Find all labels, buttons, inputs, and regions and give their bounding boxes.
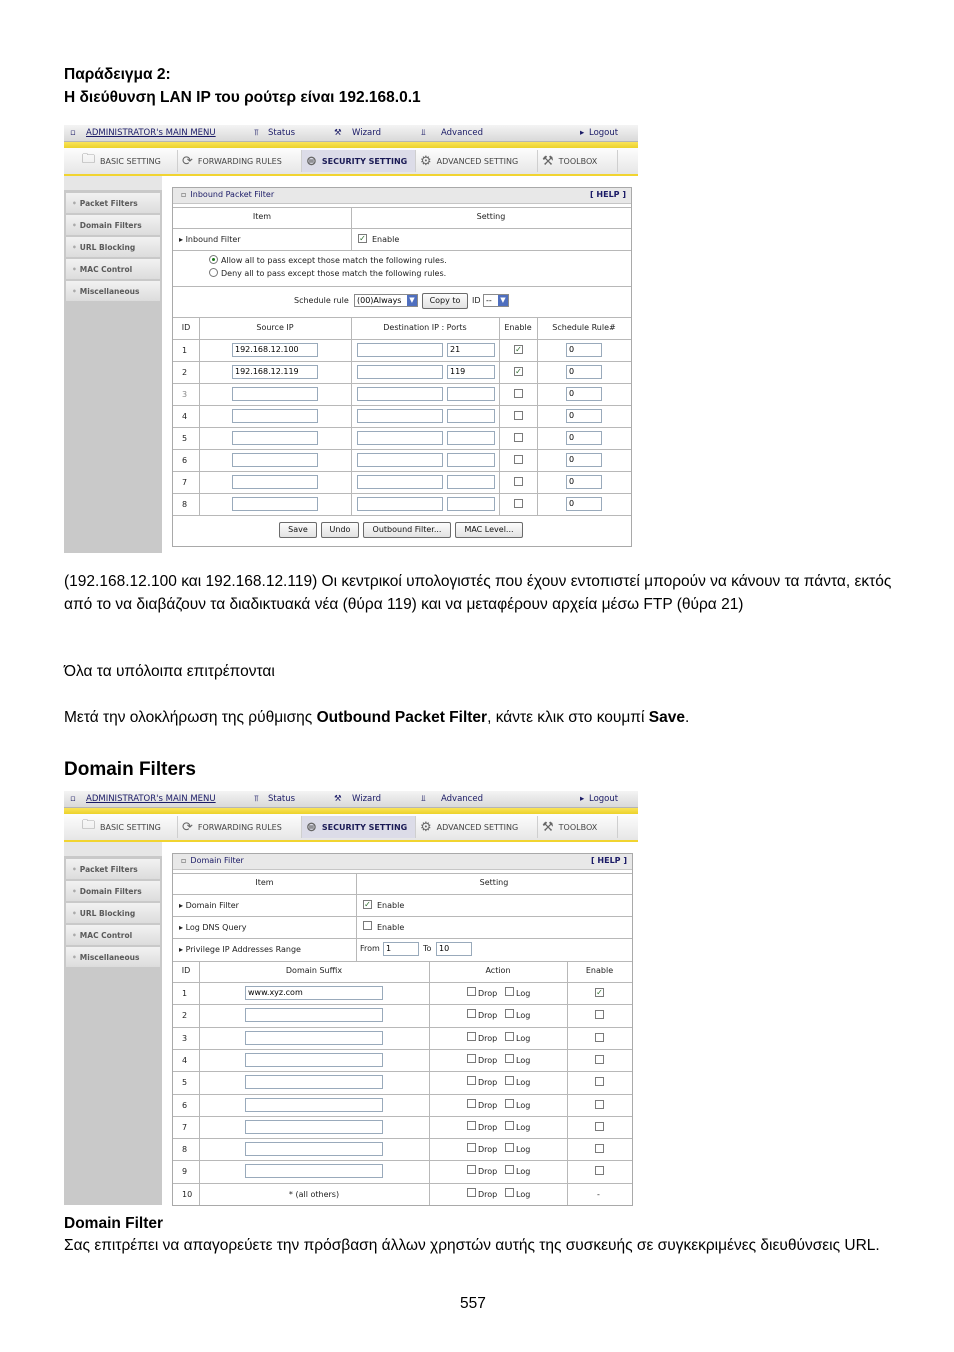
wizard-link[interactable]: Wizard [352,128,381,138]
panel-title-bar [173,854,632,870]
lock-icon: ⊜ [306,819,317,835]
drop-checkbox[interactable] [467,987,476,996]
tab-label: SECURITY SETTING [321,822,408,832]
divider [173,916,632,917]
domain-filter-label [179,901,239,910]
divider [173,873,632,874]
tab-security-setting[interactable] [302,816,416,838]
log-label: Log [516,989,531,998]
text-part: Μετά την ολοκλήρωση της ρύθμισης [64,709,317,726]
divider [173,228,631,229]
drop-checkbox[interactable] [467,1121,476,1130]
schedule-rule-input[interactable]: 0 [566,453,602,467]
row-enable-checkbox[interactable]: ✓ [515,345,522,354]
from-label: From [360,944,380,953]
drop-checkbox[interactable] [467,1009,476,1018]
row-enable-checkbox[interactable] [595,1100,604,1109]
row-id: 8 [182,1145,188,1154]
inbound-filter-label [179,235,241,244]
row-id: 2 [182,368,188,377]
chevron-down-icon: ▼ [407,295,417,306]
enable-label: Enable [372,235,400,244]
divider [199,317,200,515]
log-label: Log [516,1101,531,1110]
label-text: Privilege IP Addresses Range [185,945,301,954]
source-ip-input[interactable] [232,409,318,423]
drop-checkbox[interactable] [467,1076,476,1085]
col-enable-header: Enable [504,323,532,332]
sidebar-item-mac-control[interactable]: • MAC Control [66,925,160,945]
status-link[interactable]: Status [268,128,296,138]
tab-toolbox[interactable] [538,816,618,838]
divider [173,515,631,516]
schedule-select[interactable] [354,294,418,307]
sidebar-item-url-blocking[interactable]: • URL Blocking [66,237,160,257]
log-dns-label [179,923,246,932]
source-ip-input[interactable] [232,497,318,511]
logout-arrow-icon: ▸ [580,794,585,804]
row-id: 6 [182,456,188,465]
domain-filter-enable-checkbox[interactable]: ✓ [364,900,371,909]
source-ip-input[interactable] [232,431,318,445]
divider [173,383,631,384]
enable-na: - [597,1190,600,1199]
row-id: 3 [182,390,188,399]
divider [173,286,631,287]
log-label: Log [516,1190,531,1199]
divider [173,427,631,428]
logout-link[interactable]: Logout [589,794,619,804]
divider [173,982,632,983]
tab-forwarding-rules[interactable] [178,816,302,838]
row-enable-checkbox[interactable] [514,411,523,420]
tab-label: ADVANCED SETTING [436,156,519,166]
tab-label: SECURITY SETTING [321,156,408,166]
advanced-link[interactable]: Advanced [441,128,483,138]
destination-ip-input[interactable] [357,365,443,379]
port-input[interactable] [447,431,495,445]
destination-ip-input[interactable] [357,387,443,401]
id-label: ID [472,296,481,305]
schedule-rule-input[interactable]: 0 [566,409,602,423]
tab-advanced-setting[interactable] [416,816,538,838]
tab-label: TOOLBOX [558,156,598,166]
source-ip-input[interactable]: 192.168.12.100 [232,343,318,357]
row-id: 2 [182,1011,188,1020]
row-enable-checkbox[interactable] [595,1010,604,1019]
divider [173,1116,632,1117]
wizard-icon: ⚒ [334,128,342,138]
sidebar-item-domain-filters[interactable]: • Domain Filters [66,215,160,235]
schedule-rule-input[interactable]: 0 [566,343,602,357]
drop-label: Drop [478,1167,498,1176]
domain-suffix-input[interactable] [245,1098,383,1112]
row-enable-checkbox[interactable] [595,1077,604,1086]
gear-icon: ⚙ [420,153,432,169]
select-value: -- [486,296,492,305]
label-text: Domain Filter [185,901,239,910]
divider [173,961,632,962]
logout-link[interactable]: Logout [589,128,619,138]
advanced-icon: ⫫ [421,794,426,804]
schedule-rule-input[interactable]: 0 [566,365,602,379]
log-checkbox[interactable] [505,1009,514,1018]
drop-label: Drop [478,1011,498,1020]
tabs-bar [64,814,638,842]
divider [173,894,632,895]
text-part-bold: Save [648,709,685,726]
domain-suffix-input[interactable] [245,1142,383,1156]
row-enable-checkbox[interactable]: ✓ [515,367,522,376]
log-checkbox[interactable] [505,1076,514,1085]
divider [499,317,500,515]
col-domain-suffix-header: Domain Suffix [285,966,343,975]
divider [173,1027,632,1028]
port-input[interactable] [447,409,495,423]
save-button[interactable]: Save [279,522,317,538]
to-label: To [423,944,432,953]
text-part: , κάντε κλικ στο κουμπί [487,709,649,726]
log-label: Log [516,1034,531,1043]
sidebar-item-miscellaneous[interactable]: • Miscellaneous [66,947,160,967]
col-item-header: Item [255,878,274,887]
row-enable-checkbox[interactable] [595,1033,604,1042]
schedule-rule-input[interactable]: 0 [566,497,602,511]
arrow-icon: ▸ [179,945,186,954]
inbound-enable-checkbox[interactable]: ✓ [359,234,366,243]
menu-icon: ▫ [70,128,76,138]
sidebar [64,190,162,553]
drop-label: Drop [478,1123,498,1132]
wizard-link[interactable]: Wizard [352,794,381,804]
divider [173,317,631,318]
sidebar-item-domain-filters[interactable]: • Domain Filters [66,881,160,901]
packet-filter-screenshot [64,125,638,553]
domain-suffix-input[interactable] [245,1075,383,1089]
divider [173,1004,632,1005]
mac-level-button[interactable]: MAC Level... [455,522,523,538]
domain-suffix-input[interactable] [245,1164,383,1178]
col-schedule-header: Schedule Rule# [552,323,616,332]
label-text: Inbound Filter [185,235,241,244]
divider [351,317,352,515]
port-input[interactable] [447,387,495,401]
row-enable-checkbox[interactable] [595,1166,604,1175]
sidebar-item-packet-filters[interactable]: • Packet Filters [66,859,160,879]
log-dns-enable-checkbox[interactable] [363,921,372,930]
row-enable-checkbox[interactable] [595,1144,604,1153]
status-link[interactable]: Status [268,794,296,804]
sidebar-top [64,842,162,856]
log-label: Log [516,1145,531,1154]
tab-security-setting[interactable] [302,150,416,172]
col-action-header: Action [485,966,511,975]
panel-title: ▫ Inbound Packet Filter [181,190,274,199]
tab-advanced-setting[interactable] [416,150,538,172]
select-value: (00)Always [357,296,402,305]
packet-filter-panel [172,187,632,547]
lock-icon: ⊜ [306,153,317,169]
divider [429,961,430,1205]
toolbox-icon: ⚒ [542,153,554,169]
drop-label: Drop [478,1145,498,1154]
admin-menu-link[interactable]: ADMINISTRATOR's MAIN MENU [86,128,216,138]
panel-title-bar [173,188,631,204]
arrow-icon: ▸ [179,923,186,932]
allow-rule-label: Allow all to pass except those match the following rules. [221,256,447,265]
sidebar-item-packet-filters[interactable]: • Packet Filters [66,193,160,213]
advanced-link[interactable]: Advanced [441,794,483,804]
port-input[interactable]: 21 [447,343,495,357]
logout-arrow-icon: ▸ [580,128,585,138]
source-ip-input[interactable] [232,453,318,467]
privilege-ip-label [179,945,301,954]
col-id-header: ID [181,323,191,332]
enable-label: Enable [377,901,405,910]
domain-suffix-input[interactable] [245,1031,383,1045]
tab-label: FORWARDING RULES [197,156,282,166]
sidebar-item-mac-control[interactable]: • MAC Control [66,259,160,279]
divider [173,1049,632,1050]
row-id: 8 [182,500,188,509]
col-setting-header: Setting [479,878,509,887]
sidebar-item-miscellaneous[interactable]: • Miscellaneous [66,281,160,301]
divider [173,1138,632,1139]
domain-filter-panel [172,853,633,1206]
tab-label: ADVANCED SETTING [436,822,519,832]
source-ip-input[interactable] [232,475,318,489]
log-checkbox[interactable] [505,1032,514,1041]
row-id: 3 [182,1034,188,1043]
row-enable-checkbox[interactable] [514,477,523,486]
advanced-icon: ⫫ [421,128,426,138]
top-menu-bar [64,791,638,808]
status-icon: ⫪ [254,128,259,138]
tab-forwarding-rules[interactable] [178,150,302,172]
domain-filter-description: Σας επιτρέπει να απαγορεύετε την πρόσβαση άλλων χρηστών αυτής της συσκευής σε συγκεκριμένες διευθύνσεις URL. [64,1237,880,1254]
row-enable-checkbox[interactable] [514,433,523,442]
drop-checkbox[interactable] [467,1032,476,1041]
row-enable-checkbox[interactable] [514,389,523,398]
domain-filter-heading: Domain Filter [64,1215,164,1232]
chevron-down-icon: ▼ [498,295,508,306]
destination-ip-input[interactable] [357,431,443,445]
divider [173,493,631,494]
tab-label: BASIC SETTING [100,156,161,166]
row-id: 7 [182,478,188,487]
row-id: 7 [182,1123,188,1132]
drop-checkbox[interactable] [467,1099,476,1108]
top-menu-bar [64,125,638,142]
drop-label: Drop [478,1190,498,1199]
arrow-icon: ▸ [179,235,186,244]
row-enable-checkbox[interactable] [514,499,523,508]
source-ip-input[interactable] [232,387,318,401]
col-setting-header: Setting [476,212,506,221]
divider [173,405,631,406]
gear-icon: ⚙ [420,819,432,835]
example-heading: Παράδειγμα 2: [64,66,171,83]
port-input[interactable] [447,453,495,467]
panel-title: ▫ Domain Filter [181,856,244,865]
tab-label: TOOLBOX [558,822,598,832]
log-label: Log [516,1167,531,1176]
destination-ip-input[interactable] [357,409,443,423]
divider [173,1094,632,1095]
drop-label: Drop [478,1078,498,1087]
page-number: 557 [460,1295,486,1312]
id-select[interactable] [483,294,509,307]
row-id: 9 [182,1167,188,1176]
drop-label: Drop [478,1101,498,1110]
status-icon: ⫪ [254,794,259,804]
drop-label: Drop [478,989,498,998]
section-title: Domain Filters [64,759,196,780]
col-id-header: ID [181,966,191,975]
help-link[interactable]: [ HELP ] [589,190,626,199]
tab-label: FORWARDING RULES [197,822,282,832]
log-checkbox[interactable] [505,1188,514,1197]
to-input[interactable]: 10 [436,942,472,956]
log-checkbox[interactable] [505,1143,514,1152]
drop-checkbox[interactable] [467,1165,476,1174]
schedule-rule-input[interactable]: 0 [566,431,602,445]
drop-checkbox[interactable] [467,1054,476,1063]
sidebar-item-url-blocking[interactable]: • URL Blocking [66,903,160,923]
log-checkbox[interactable] [505,1099,514,1108]
row-id: 1 [182,346,188,355]
copy-to-button[interactable]: Copy to [422,293,468,309]
example-subheading: Η διεύθυνση LAN IP του ρούτερ είναι 192.168.0.1 [64,89,421,106]
tabs-bar [64,148,638,176]
row-id: 6 [182,1101,188,1110]
destination-ip-input[interactable] [357,475,443,489]
deny-rule-label: Deny all to pass except those match the following rules. [221,269,447,278]
port-input[interactable] [447,475,495,489]
forward-icon: ⟳ [182,153,193,169]
destination-ip-input[interactable] [357,343,443,357]
enable-label: Enable [377,923,405,932]
col-destination-header: Destination IP : Ports [383,323,467,332]
domain-suffix-input[interactable] [245,1053,383,1067]
outbound-filter-button[interactable]: Outbound Filter... [363,522,451,538]
schedule-rule-input[interactable]: 0 [566,475,602,489]
log-label: Log [516,1078,531,1087]
row-id: 4 [182,1056,188,1065]
destination-ip-input[interactable] [357,497,443,511]
port-input[interactable] [447,497,495,511]
col-enable-header: Enable [585,966,614,975]
divider [173,471,631,472]
row-id: 5 [182,434,188,443]
domain-suffix-input[interactable]: www.xyz.com [245,986,383,1000]
row-id: 1 [182,989,188,998]
folder-icon: 🗀 [82,152,96,167]
allow-radio[interactable] [209,255,218,264]
help-link[interactable]: [ HELP ] [590,856,627,865]
divider [173,938,632,939]
schedule-rule-input[interactable]: 0 [566,387,602,401]
text-part: . [684,709,690,726]
port-input[interactable]: 119 [447,365,495,379]
deny-radio[interactable] [209,268,218,277]
divider [173,1160,632,1161]
paragraph-others-allowed: Όλα τα υπόλοιπα επιτρέπονται [64,663,275,680]
admin-menu-link[interactable]: ADMINISTRATOR's MAIN MENU [86,794,216,804]
divider [173,1071,632,1072]
sidebar [64,856,162,1205]
row-enable-checkbox[interactable]: ✓ [596,988,603,997]
drop-label: Drop [478,1056,498,1065]
schedule-label: Schedule rule [294,296,349,305]
source-ip-input[interactable]: 192.168.12.119 [232,365,318,379]
col-item-header: Item [252,212,272,221]
menu-icon: ▫ [70,794,76,804]
tab-toolbox[interactable] [538,150,618,172]
label-text: Log DNS Query [185,923,247,932]
row-enable-checkbox[interactable] [595,1055,604,1064]
log-checkbox[interactable] [505,1054,514,1063]
undo-button[interactable]: Undo [321,522,359,538]
divider [199,961,200,1205]
tab-basic-setting[interactable] [78,816,178,838]
drop-label: Drop [478,1034,498,1043]
domain-suffix-input[interactable] [245,1008,383,1022]
forward-icon: ⟳ [182,819,193,835]
row-id: 4 [182,412,188,421]
text-part-bold: Outbound Packet Filter [316,709,488,726]
log-checkbox[interactable] [505,1121,514,1130]
row-id: 5 [182,1078,188,1087]
divider [173,1183,632,1184]
folder-icon: 🗀 [82,818,96,833]
domain-filter-screenshot [64,791,638,1205]
sidebar-top [64,176,162,190]
log-label: Log [516,1123,531,1132]
from-input[interactable]: 1 [383,942,419,956]
drop-checkbox[interactable] [467,1143,476,1152]
wizard-icon: ⚒ [334,794,342,804]
log-label: Log [516,1011,531,1020]
log-label: Log [516,1056,531,1065]
divider [173,339,631,340]
paragraph-hosts: (192.168.12.100 και 192.168.12.119) Οι κεντρικοί υπολογιστές που έχουν εντοπιστεί μπορούν να κάνουν τα πάντα, εκτός από το να διαβάζουν τα διαδικτυακά νέα (θύρα 119) και να μεταφέρουν αρχεία μέσω FTP (θύρα 21) [64,573,892,613]
col-source-ip-header: Source IP [256,323,294,332]
log-checkbox[interactable] [505,987,514,996]
divider [173,361,631,362]
divider [173,449,631,450]
toolbox-icon: ⚒ [542,819,554,835]
tab-basic-setting[interactable] [78,150,178,172]
drop-checkbox[interactable] [467,1188,476,1197]
divider [173,250,631,251]
all-others-label: * (all others) [288,1190,340,1199]
log-checkbox[interactable] [505,1165,514,1174]
row-enable-checkbox[interactable] [514,455,523,464]
tab-label: BASIC SETTING [100,822,161,832]
paragraph-save-instruction [64,707,924,730]
divider [537,317,538,515]
divider [173,207,631,208]
row-enable-checkbox[interactable] [595,1122,604,1131]
destination-ip-input[interactable] [357,453,443,467]
divider [567,961,568,1205]
arrow-icon: ▸ [179,901,186,910]
row-id: 10 [182,1190,193,1199]
domain-suffix-input[interactable] [245,1120,383,1134]
